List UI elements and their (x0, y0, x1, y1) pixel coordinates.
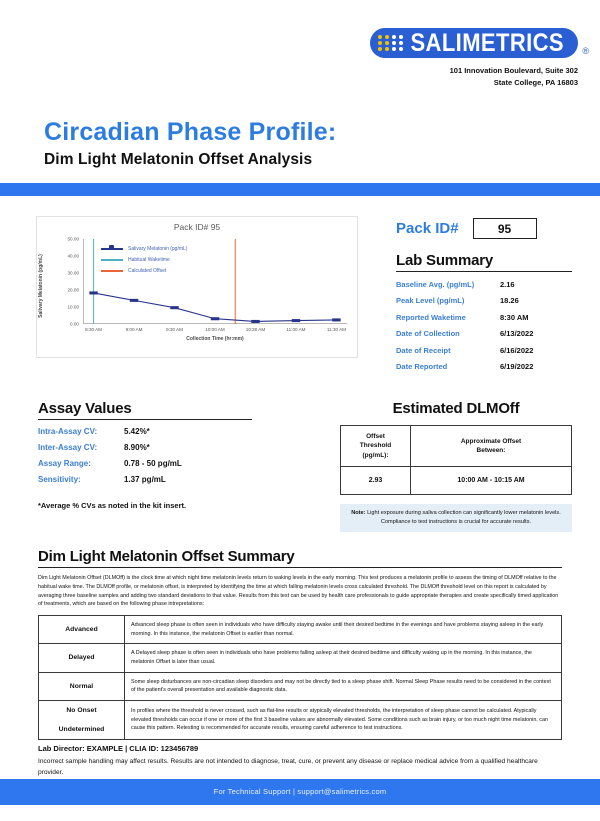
lab-summary-row (396, 280, 572, 289)
phase-row (39, 672, 562, 700)
phase-name: No Onset (39, 700, 125, 720)
lab-summary-value: 6/16/2022 (500, 345, 534, 355)
assay-values-section (38, 400, 252, 510)
title-subtitle: Dim Light Melatonin Offset Analysis (44, 151, 313, 168)
dlmoff-heading: Estimated DLMOff (392, 400, 520, 417)
phase-interpretation-table (38, 615, 562, 740)
lab-summary-value: 18.26 (500, 296, 519, 305)
chart-y-ticks (55, 236, 81, 327)
support-contact: For Technical Support | support@salimetrics.com (213, 787, 387, 796)
lab-summary-row (396, 362, 572, 371)
header-divider-bar (0, 183, 600, 196)
melatonin-chart (36, 216, 358, 358)
registered-mark-icon: ® (582, 46, 589, 56)
phase-name: Normal (39, 672, 125, 700)
lab-summary-rows (396, 280, 572, 372)
chart-y-tick: 10.00 (67, 304, 79, 310)
assay-footnote: *Average % CVs as noted in the kit insert. (38, 501, 187, 510)
dlmoff-note-text: Light exposure during saliva collection can significantly lower melatonin levels. Compliance to test instructions is crucial for accurate results. (367, 510, 561, 526)
chart-x-tick: 10:30 AM (245, 327, 266, 332)
phase-row (39, 644, 562, 672)
lab-summary-value: 6/13/2022 (500, 329, 534, 338)
summary-rule (38, 567, 562, 568)
assay-key: Intra-Assay CV: (38, 427, 98, 436)
assay-values-rule (38, 419, 252, 420)
chart-legend (101, 243, 187, 276)
chart-plot-area (38, 235, 351, 345)
phase-row (39, 700, 562, 720)
dlmoff-note-label: Note: (351, 510, 366, 517)
pack-id-value: 95 (473, 218, 537, 239)
logo-dots-icon (378, 35, 404, 51)
lab-summary-key: Reported Waketime (396, 312, 466, 322)
dlmoff-table (340, 425, 572, 495)
lab-summary-row (396, 329, 572, 338)
chart-data-point (211, 317, 219, 320)
phase-description: Some sleep disturbances are non-circadian sleep disorders and may not be directly tied to a sleep phase shift. Normal Sleep Phase results need to be considered in the context of the patient's overall presentation and available diagnostic data. (125, 672, 562, 700)
phase-name: Delayed (39, 644, 125, 672)
address-line-1: 101 Innovation Boulevard, Suite 302 (449, 66, 578, 75)
brand-name: SALIMETRICS (410, 28, 564, 57)
chart-y-tick: 50.00 (67, 236, 79, 242)
dlmoff-value-row (341, 467, 572, 495)
lab-summary-key: Date of Collection (396, 329, 460, 338)
lab-summary-value: 6/19/2022 (500, 362, 534, 371)
footer-block (38, 744, 562, 779)
assay-value: 5.42%* (124, 427, 150, 436)
address-line-2: State College, PA 16803 (493, 77, 578, 87)
chart-data-point (292, 319, 300, 322)
chart-x-tick: 9:00 AM (125, 327, 143, 332)
assay-row (38, 475, 252, 484)
chart-legend-label: Salivary Melatonin (pg/mL) (128, 245, 188, 252)
chart-legend-swatch (101, 259, 123, 261)
lab-summary-heading: Lab Summary (396, 252, 493, 269)
title-main: Circadian Phase Profile: (44, 118, 337, 146)
lab-summary-key: Baseline Avg. (pg/mL) (396, 279, 475, 289)
salimetrics-logo (370, 28, 589, 58)
dlmo-summary-section (38, 548, 562, 740)
lab-summary-key: Date Reported (396, 362, 448, 371)
brand-address (318, 65, 578, 88)
dlmoff-note (340, 504, 572, 532)
chart-x-tick: 11:00 AM (286, 327, 306, 332)
chart-legend-item (101, 254, 187, 265)
chart-x-tick: 9:30 AM (166, 327, 183, 332)
chart-legend-swatch (101, 248, 123, 250)
assay-value: 1.37 pg/mL (124, 475, 166, 484)
chart-legend-item (101, 243, 187, 254)
chart-y-tick: 30.00 (67, 270, 79, 276)
chart-y-axis-label: Salivary Melatonin (pg/mL) (38, 254, 44, 318)
assay-row (38, 427, 252, 436)
dlmoff-offset-header: Approximate Offset Between: (411, 426, 572, 467)
assay-key: Assay Range: (38, 459, 91, 468)
lab-summary-key: Peak Level (pg/mL) (396, 296, 465, 305)
chart-legend-swatch (101, 270, 123, 272)
lab-summary-row (396, 313, 572, 322)
dlmoff-threshold-header: Offset Threshold (pg/mL): (341, 426, 411, 467)
lab-summary-row (396, 346, 572, 355)
phase-row (39, 616, 562, 644)
chart-legend-label: Calculated Offset (128, 267, 167, 274)
chart-data-point (89, 291, 97, 294)
chart-data-point (130, 299, 138, 302)
lab-summary-row (396, 296, 572, 305)
assay-row (38, 459, 252, 468)
phase-name: Advanced (39, 616, 125, 644)
lab-summary-key: Date of Receipt (396, 345, 451, 355)
brand-block (318, 26, 589, 88)
chart-data-point (332, 318, 340, 321)
footer-disclaimer: Incorrect sample handling may affect results. Results are not intended to diagnose, treat, cure, or prevent any disease or replace medical advice from a qualified healthcare provider. (38, 758, 538, 776)
chart-legend-item (101, 265, 187, 276)
chart-legend-label: Habitual Waketime (128, 256, 170, 263)
footer-support-bar (0, 779, 600, 805)
chart-data-point (251, 320, 259, 323)
chart-data-point (170, 306, 178, 309)
assay-key: Sensitivity: (38, 475, 81, 484)
page-title (44, 118, 336, 169)
dlmoff-offset-value: 10:00 AM - 10:15 AM (411, 467, 572, 495)
assay-value: 8.90%* (124, 443, 150, 452)
assay-row (38, 443, 252, 452)
chart-x-tick: 10:00 AM (205, 327, 225, 332)
lab-summary-value: 8:30 AM (500, 312, 529, 322)
pack-id-block (396, 218, 537, 239)
phase-name: Undetermined (39, 720, 125, 740)
pack-id-label: Pack ID# (396, 220, 459, 237)
chart-x-axis-label: Collection Time (hr:mm) (186, 336, 244, 342)
summary-paragraph: Dim Light Melatonin Offset (DLMOff) is the clock time at which night time melatonin levels return to waking levels in the early morning. This test produces a melatonin profile to assess the timing of DLMOff relative to the habitual wake time. The DLMOff profile, or melatonin offset, is interpreted by identifying the time at which falling melatonin levels cross calculated threshold. The DLMOff threshold level on this report is calculated by averaging three baseline samples and adding two standard deviations to that value. Results from this test can be used by health care professionals to guide appropriate therapies and create specifically timed application of treatments, which are based on the following phase intrepretations: (38, 575, 559, 608)
lab-summary-value: 2.16 (500, 279, 515, 289)
lab-director-line: Lab Director: EXAMPLE | CLIA ID: 123456789 (38, 744, 199, 753)
chart-y-tick: 0.00 (70, 321, 79, 327)
page-bottom-margin (0, 805, 600, 821)
chart-x-tick: 11:30 AM (326, 327, 346, 332)
phase-description: Advanced sleep phase is often seen in individuals who have difficulty staying awake until their desired bedtime in the evenings and have problems staying asleep in the early morning. In this instance, the melatonin Offset is earlier than normal. (125, 616, 562, 644)
phase-description: In profiles where the threshold is never crossed, such as flat-line results or atypically elevated thresholds, the interpretation of sleep phase cannot be calculated. Atypically elevated thresholds can occur if one or more of the first 3 baseline values are abnormally elevated. Some conditions such as brain injury, or too much night time melatonin, can cause this pattern. Retesting is recommended for accurate results, ensuring careful adherence to test instructions. (125, 700, 562, 739)
dlmoff-threshold-value: 2.93 (341, 467, 411, 495)
chart-y-tick: 40.00 (67, 253, 79, 259)
lab-summary-rule (396, 271, 572, 272)
lab-summary-section (396, 252, 572, 371)
assay-values-heading: Assay Values (38, 400, 132, 417)
summary-heading: Dim Light Melatonin Offset Summary (38, 548, 295, 565)
dlmoff-header-row (341, 426, 572, 467)
chart-y-tick: 20.00 (67, 287, 79, 293)
chart-x-tick: 8:30 AM (85, 327, 102, 332)
assay-values-rows (38, 427, 252, 484)
estimated-dlmoff-section (340, 400, 572, 532)
chart-title: Pack ID# 95 (173, 222, 221, 232)
phase-description: A Delayed sleep phase is often seen in individuals who have problems falling asleep at their desired bedtime and difficulty waking up in the morning. In this instance, the melatonin Offset is later than usual. (125, 644, 562, 672)
assay-value: 0.78 - 50 pg/mL (124, 459, 182, 468)
assay-key: Inter-Assay CV: (38, 443, 98, 452)
